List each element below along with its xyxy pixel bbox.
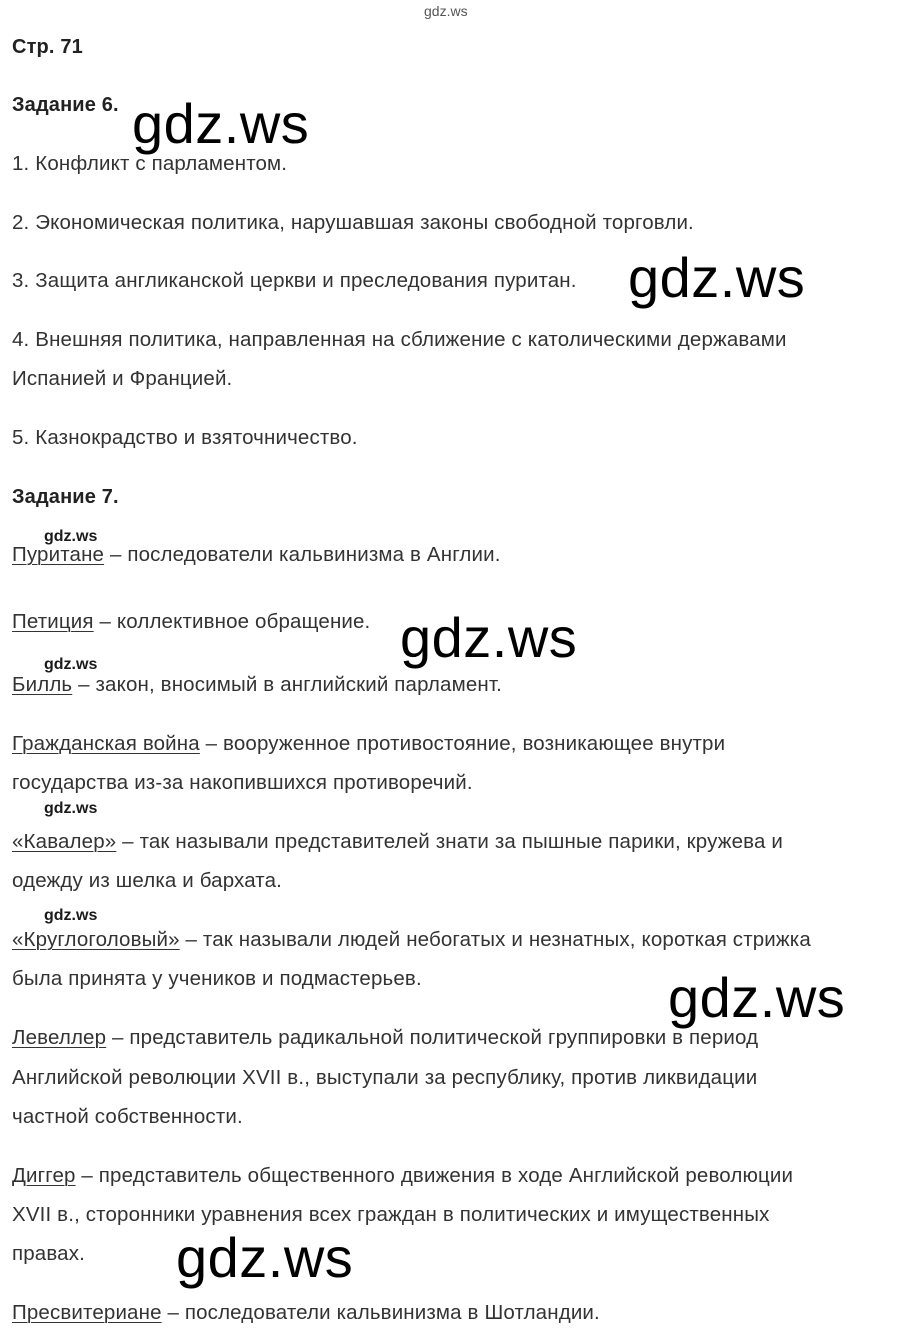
term-label: Пуритане: [12, 543, 105, 566]
definition-cavalier: [12, 831, 783, 853]
definition-petition: [12, 611, 370, 633]
watermark-large: gdz.ws: [400, 606, 578, 669]
watermark-large: gdz.ws: [628, 246, 806, 309]
term-label: Билль: [12, 673, 73, 696]
task6-item-5: 5. Казнокрадство и взяточничество.: [12, 426, 358, 449]
definition-text: – так называли представителей знати за пышные парики, кружева и: [116, 830, 783, 853]
term-label: Гражданская война: [12, 732, 200, 755]
definition-civil-war: [12, 733, 725, 755]
term-label: «Кавалер»: [12, 830, 117, 853]
definition-roundhead: [12, 929, 811, 951]
definition-leveller: [12, 1027, 758, 1049]
definition-leveller-cont-1: Английской революции XVII в., выступали за республику, против ликвидации: [12, 1066, 758, 1089]
definition-text: – последователи кальвинизма в Шотландии.: [161, 1301, 600, 1324]
definition-text: – коллективное обращение.: [93, 610, 371, 633]
definition-bill: [12, 674, 502, 696]
definition-text: – закон, вносимый в английский парламент.: [72, 673, 502, 696]
task6-item-3: 3. Защита англиканской церкви и преследования пуритан.: [12, 269, 577, 292]
definition-digger-cont-2: правах.: [12, 1242, 85, 1265]
watermark-small: gdz.ws: [44, 907, 98, 924]
definition-digger-cont-1: XVII в., сторонники уравнения всех граждан в политических и имущественных: [12, 1203, 770, 1226]
term-label: Левеллер: [12, 1026, 107, 1049]
definition-puritans: [12, 544, 501, 566]
task6-item-4-cont: Испанией и Францией.: [12, 367, 233, 390]
watermark-small: gdz.ws: [44, 528, 98, 545]
definition-text: – последователи кальвинизма в Англии.: [104, 543, 501, 566]
definition-text: – представитель радикальной политической группировки в период: [106, 1026, 759, 1049]
watermark-large: gdz.ws: [176, 1226, 354, 1289]
task6-item-2: 2. Экономическая политика, нарушавшая законы свободной торговли.: [12, 211, 694, 234]
definition-text: – так называли людей небогатых и незнатных, короткая стрижка: [179, 928, 811, 951]
term-label: «Круглоголовый»: [12, 928, 180, 951]
watermark-small: gdz.ws: [44, 800, 98, 817]
definition-civil-war-cont: государства из-за накопившихся противоречий.: [12, 771, 473, 794]
definition-presbyterians: [12, 1302, 600, 1324]
definition-text: – представитель общественного движения в ходе Английской революции: [75, 1164, 794, 1187]
term-label: Пресвитериане: [12, 1301, 162, 1324]
watermark-small: gdz.ws: [44, 656, 98, 673]
task6-item-4: 4. Внешняя политика, направленная на сближение с католическими державами: [12, 328, 787, 351]
page-number: Стр. 71: [12, 36, 83, 58]
definition-cavalier-cont: одежду из шелка и бархата.: [12, 869, 283, 892]
task6-title: Задание 6.: [12, 94, 119, 116]
task7-title: Задание 7.: [12, 486, 119, 508]
watermark-large: gdz.ws: [132, 92, 310, 155]
definition-roundhead-cont: была принята у учеников и подмастерьев.: [12, 967, 422, 990]
term-label: Диггер: [12, 1164, 76, 1187]
definition-digger: [12, 1165, 793, 1187]
definition-leveller-cont-2: частной собственности.: [12, 1105, 243, 1128]
task6-item-1: 1. Конфликт с парламентом.: [12, 152, 288, 175]
term-label: Петиция: [12, 610, 94, 633]
watermark-large: gdz.ws: [668, 966, 846, 1029]
watermark-top: gdz.ws: [424, 3, 468, 19]
definition-text: – вооруженное противостояние, возникающее внутри: [199, 732, 726, 755]
